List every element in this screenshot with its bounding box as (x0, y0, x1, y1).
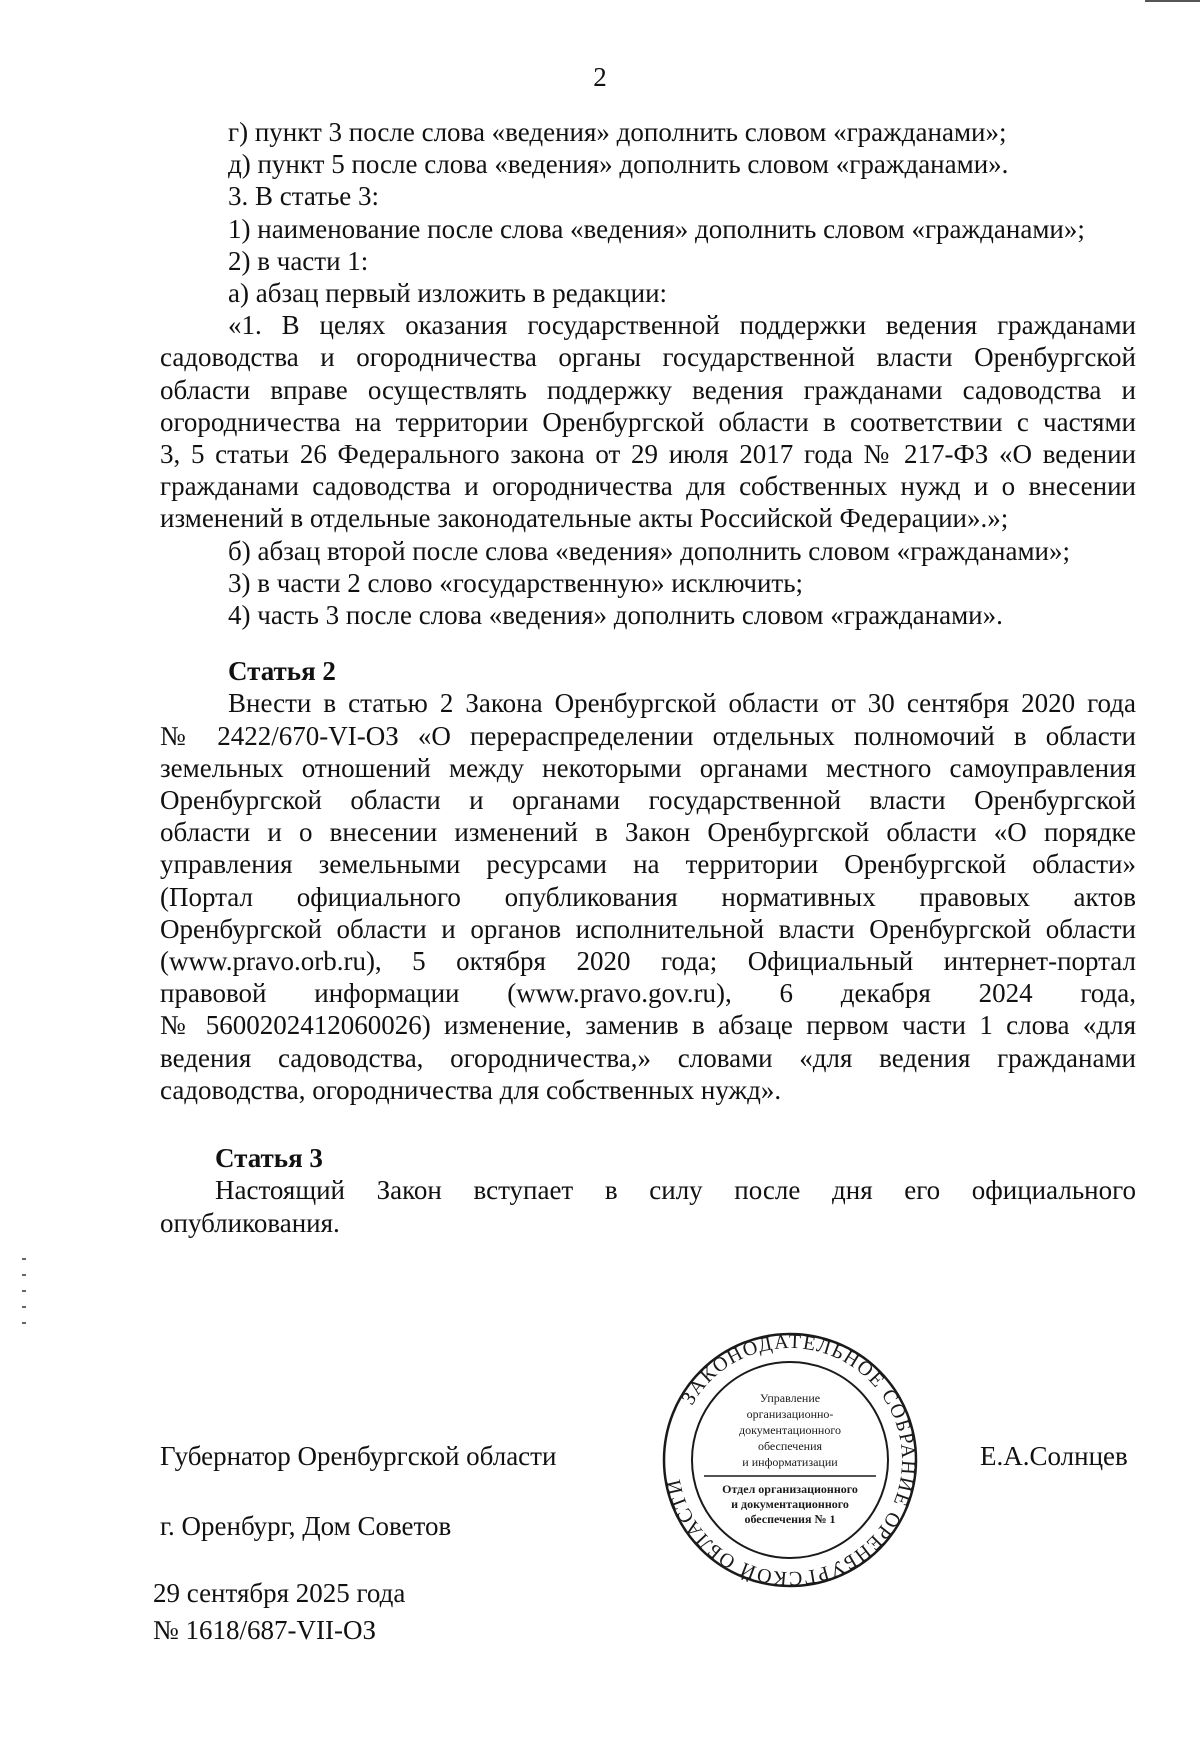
amendment-item: д) пункт 5 после слова «ведения» дополнить словом «гражданами». (228, 149, 1009, 180)
stamp-inner-line: документационного (739, 1423, 841, 1437)
governor-title: Губернатор Оренбургской области (160, 1441, 557, 1471)
article2-line: ведения садоводства, огородничества,» словами «для ведения гражданами (160, 1042, 1136, 1073)
article3-line: опубликования. (160, 1207, 340, 1238)
article2-line: № 2422/670-VI-ОЗ «О перераспределении отдельных полномочий в области (160, 720, 1136, 751)
stamp-inner-line: организационно- (746, 1407, 834, 1421)
article2-line: № 5600202412060026) изменение, заменив в абзаце первом части 1 слова «для (160, 1010, 1136, 1041)
quote-line: садоводства и огородничества органы государственной власти Оренбургской (160, 342, 1136, 373)
amendment-item: 3. В статье 3: (228, 181, 380, 212)
quote-line: изменений в отдельные законодательные акты Российской Федерации».»; (160, 503, 1009, 534)
quote-line: гражданами садоводства и огородничества для собственных нужд и о внесении (160, 471, 1136, 502)
scan-margin-marks (22, 1258, 26, 1338)
article2-line: управления земельными ресурсами на территории Оренбургской области» (160, 849, 1136, 880)
stamp-dept-line: Отдел организационного (722, 1482, 858, 1496)
article2-line: области и о внесении изменений в Закон Оренбургской области «О порядке (160, 817, 1136, 848)
page-number: 2 (593, 62, 607, 92)
official-stamp (660, 1330, 920, 1590)
article2-line: Оренбургской области и органов исполнительной власти Оренбургской области (160, 913, 1136, 944)
article2-line: правовой информации (www.pravo.gov.ru), 6 декабря 2024 года, (160, 978, 1136, 1009)
quote-line: «1. В целях оказания государственной поддержки ведения гражданами (228, 310, 1136, 341)
amendment-item: 2) в части 1: (228, 245, 369, 276)
article2-line: Оренбургской области и органами государственной власти Оренбургской (160, 785, 1136, 816)
amendment-item: а) абзац первый изложить в редакции: (228, 278, 668, 309)
article2-line: (www.pravo.orb.ru), 5 октября 2020 года; Официальный интернет-портал (160, 946, 1136, 977)
signing-date: 29 сентября 2025 года (153, 1578, 406, 1608)
article2-line: (Портал официального опубликования нормативных правовых актов (160, 881, 1136, 912)
article2-body (160, 687, 1136, 1106)
article2-line: Внести в статью 2 Закона Оренбургской области от 30 сентября 2020 года (228, 688, 1136, 719)
scan-edge-mark (1145, 0, 1200, 2)
article2-heading: Статья 2 (228, 656, 336, 687)
quote-line: огородничества на территории Оренбургской области в соответствии с частями (160, 406, 1136, 437)
article2-line: садоводства, огородничества для собственных нужд». (160, 1074, 782, 1105)
stamp-inner-line: обеспечения (757, 1439, 823, 1453)
amendment-item: б) абзац второй после слова «ведения» дополнить словом «гражданами»; (228, 535, 1070, 566)
stamp-dept-line: обеспечения № 1 (744, 1512, 836, 1526)
article2-line: земельных отношений между некоторыми органами местного самоуправления (160, 752, 1136, 783)
quote-line: области вправе осуществлять поддержку ведения гражданами садоводства и (160, 374, 1136, 405)
amendment-item: г) пункт 3 после слова «ведения» дополнить словом «гражданами»; (228, 117, 1007, 147)
stamp-dept-line: и документационного (731, 1497, 849, 1511)
article3-heading: Статья 3 (215, 1143, 323, 1174)
stamp-ring-text: ЗАКОНОДАТЕЛЬНОЕ СОБРАНИЕ ОРЕНБУРГСКОЙ ОБЛАСТИ (662, 1330, 920, 1590)
article3-body (160, 1174, 1136, 1238)
article3-line: Настоящий Закон вступает в силу после дня его официального (215, 1175, 1136, 1206)
amendment-item: 3) в части 2 слово «государственную» исключить; (228, 567, 804, 598)
quoted-paragraph (160, 309, 1136, 534)
amendment-item: 1) наименование после слова «ведения» дополнить словом «гражданами»; (228, 213, 1085, 244)
law-number: № 1618/687-VII-ОЗ (153, 1615, 377, 1645)
article1-continuation (160, 116, 1136, 1239)
stamp-inner-line: и информатизации (742, 1455, 838, 1469)
signing-place: г. Оренбург, Дом Советов (160, 1511, 452, 1541)
amendment-item: 4) часть 3 после слова «ведения» дополнить словом «гражданами». (228, 600, 1003, 631)
signatory-name: Е.А.Солнцев (980, 1441, 1128, 1471)
quote-line: 3, 5 статьи 26 Федерального закона от 29 июля 2017 года № 217-ФЗ «О ведении (160, 439, 1136, 470)
stamp-inner-line: Управление (759, 1391, 821, 1405)
